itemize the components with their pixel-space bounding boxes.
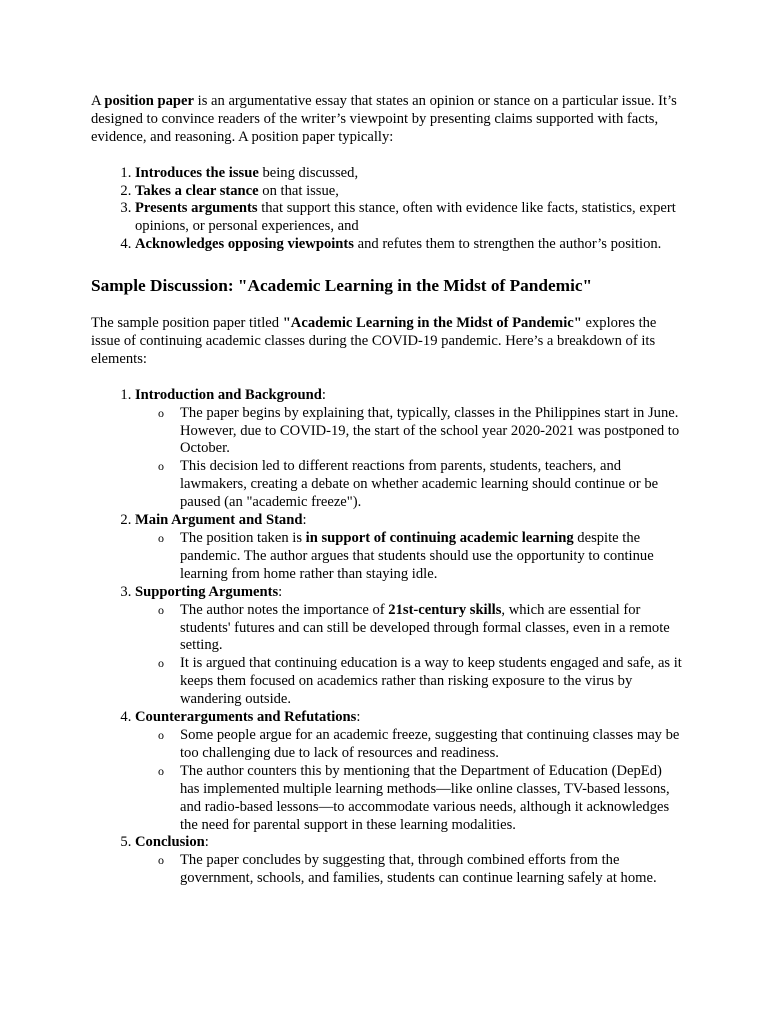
breakdown-title: Introduction and Background <box>135 386 322 403</box>
point-text: that support this stance, often with evidence like facts, statistics, expert opinions, or personal experiences, and <box>135 200 676 235</box>
bullet-item <box>180 727 683 763</box>
breakdown-bullets <box>135 530 683 584</box>
bullet-bold: in support of continuing academic learning <box>305 530 574 546</box>
point-item <box>135 236 683 254</box>
breakdown-item <box>135 834 683 888</box>
bullet-item <box>180 602 683 656</box>
breakdown-item <box>135 584 683 709</box>
bullet-text: The paper concludes by suggesting that, through combined efforts from the government, schools, and families, students can continue learning safely at home. <box>180 852 657 887</box>
point-item <box>135 165 683 183</box>
breakdown-bullets <box>135 727 683 834</box>
bullet-text: The paper begins by explaining that, typically, classes in the Philippines start in June. However, due to COVID-19, the start of the school year 2020-2021 was postponed to October. <box>180 404 680 457</box>
bullet-bold: 21st-century skills <box>388 601 502 618</box>
breakdown-bullets <box>135 852 683 888</box>
bullet-text: The author counters this by mentioning that the Department of Education (DepEd) has implemented multiple learning methods—like online classes, TV-based lessons, and radio-based lessons—to accommodate various needs, although it acknowledges the need for parental support in these learning modalities. <box>180 762 670 833</box>
point-bold: Introduces the issue <box>135 164 259 181</box>
bullet-text: It is argued that continuing education is a way to keep students engaged and safe, as it keeps them focused on academics rather than risking exposure to the virus by wandering outside. <box>180 655 682 708</box>
breakdown-list <box>91 387 683 888</box>
bullet-item <box>180 763 683 835</box>
sample-intro-title: "Academic Learning in the Midst of Pandemic" <box>282 315 582 332</box>
breakdown-title: Main Argument and Stand <box>135 512 303 529</box>
point-text: and refutes them to strengthen the author’s position. <box>353 236 662 253</box>
bullet-item <box>180 655 683 709</box>
breakdown-title: Counterarguments and Refutations <box>135 709 357 726</box>
bullet-text: The position taken is <box>180 530 306 546</box>
sample-intro-paragraph <box>91 315 683 369</box>
breakdown-title: Conclusion <box>135 834 205 851</box>
position-paper-points <box>91 165 683 255</box>
bullet-text: This decision led to different reactions from parents, students, teachers, and lawmakers, creating a debate on whether academic learning should continue or be paused (an "academic freeze"). <box>180 458 659 511</box>
bullet-text: , which are essential for students' futures and can still be developed through formal classes, even in a remote setting. <box>180 601 670 654</box>
sample-intro-pre: The sample position paper titled <box>91 315 283 332</box>
bullet-text: despite the pandemic. The author argues that students should use the opportunity to continue learning from home rather than staying idle. <box>180 530 654 582</box>
intro-paragraph <box>91 93 683 147</box>
bullet-item <box>180 852 683 888</box>
breakdown-colon: : <box>302 512 307 529</box>
breakdown-colon: : <box>356 709 361 726</box>
breakdown-title: Supporting Arguments <box>135 583 279 600</box>
breakdown-item <box>135 512 683 584</box>
point-bold: Takes a clear stance <box>135 182 259 199</box>
bullet-item <box>180 405 683 459</box>
point-bold: Acknowledges opposing viewpoints <box>135 236 354 253</box>
document-page <box>91 93 683 888</box>
point-item <box>135 200 683 236</box>
sample-intro-post: explores the issue of continuing academic classes during the COVID-19 pandemic. Here’s a breakdown of its elements: <box>91 315 657 367</box>
bullet-item <box>180 530 683 584</box>
intro-pre: A <box>91 93 105 109</box>
breakdown-colon: : <box>204 834 209 851</box>
breakdown-bullets <box>135 405 683 512</box>
breakdown-colon: : <box>321 386 326 403</box>
breakdown-item <box>135 387 683 512</box>
bullet-item <box>180 458 683 512</box>
point-text: being discussed, <box>258 164 359 181</box>
point-bold: Presents arguments <box>135 200 258 217</box>
bullet-text: The author notes the importance of <box>180 601 389 618</box>
breakdown-bullets <box>135 602 683 709</box>
bullet-text: Some people argue for an academic freeze, suggesting that continuing classes may be too challenging due to lack of resources and readiness. <box>180 726 680 761</box>
intro-term: position paper <box>104 93 194 109</box>
section-heading: Sample Discussion: "Academic Learning in the Midst of Pandemic" <box>91 276 593 296</box>
point-text: on that issue, <box>258 182 339 199</box>
point-item <box>135 183 683 201</box>
breakdown-item <box>135 709 683 834</box>
breakdown-colon: : <box>278 583 283 600</box>
intro-post: is an argumentative essay that states an opinion or stance on a particular issue. It’s designed to convince readers of the writer’s viewpoint by presenting claims supported with facts, evidence, and reasoning. A position paper typically: <box>91 93 677 145</box>
